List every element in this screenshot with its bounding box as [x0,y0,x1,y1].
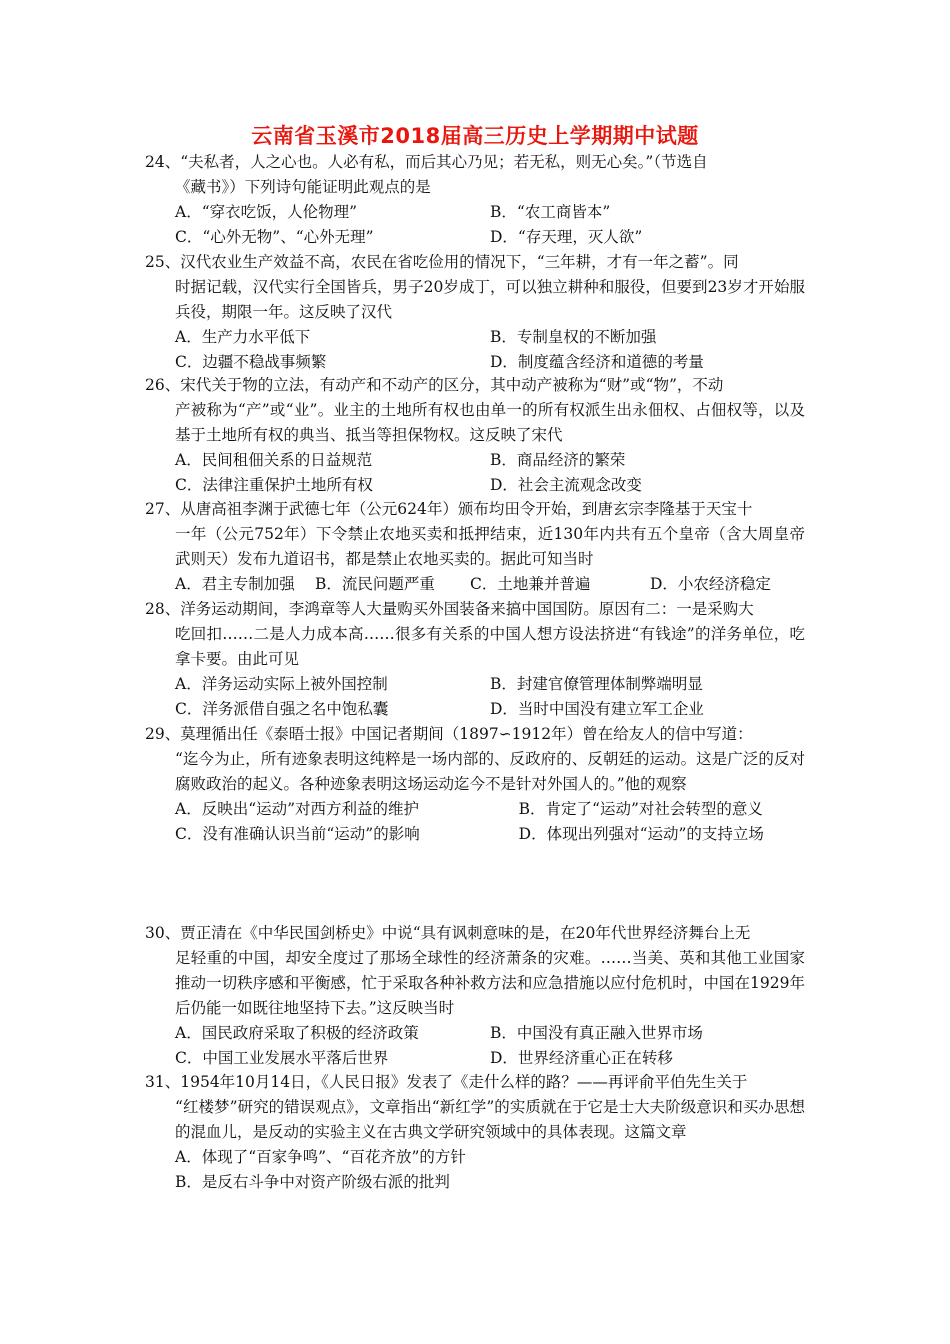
question-stem: 1954年10月14日，《人民日报》发表了《走什么样的路？——再评俞平伯先生关于 [180,1073,748,1091]
option-a[interactable]: A．洋务运动实际上被外国控制 [175,675,388,693]
option-a[interactable]: A．反映出“运动”对西方利益的维护 [175,800,420,818]
question-number: 30、 [145,924,181,942]
question-number: 27、 [145,500,181,518]
option-c[interactable]: C．边疆不稳战事频繁 [175,353,327,371]
question-stem-cont: “红楼梦”研究的错误观点》，文章指出“新红学”的实质就在于它是士大夫阶级意识和买办思想的混血儿，是反动的实验主义在古典文学研究领域中的具体表现。这篇文章 [175,1098,805,1141]
options [145,448,805,498]
options [145,1021,805,1071]
options [145,1145,805,1195]
options [145,572,805,597]
question-stem: “夫私者，人之心也。人必有私，而后其心乃见；若无私，则无心矣。”（节选自 [180,153,708,171]
option-d[interactable]: D．世界经济重心正在转移 [490,1049,673,1067]
question-stem-cont: “迄今为止，所有迹象表明这纯粹是一场内部的、反政府的、反朝廷的运动。这是广泛的反对腐败政治的起义。各种迹象表明这场运动迄今不是针对外国人的。”他的观察 [175,750,805,793]
question-stem: 从唐高祖李渊于武德七年（公元624年）颁布均田令开始，到唐玄宗李隆基于天宝十 [180,500,753,518]
option-d[interactable]: D．当时中国没有建立军工企业 [490,700,704,718]
options [145,200,805,250]
question-24 [145,150,805,250]
option-d[interactable]: D．制度蕴含经济和道德的考量 [490,353,704,371]
question-stem-cont: 《藏书》）下列诗句能证明此观点的是 [175,178,431,196]
option-b[interactable]: B．封建官僚管理体制弊端明显 [490,675,703,693]
question-stem: 莫理循出任《泰晤士报》中国记者期间（1897∽1912年）曾在给友人的信中写道： [180,725,753,743]
question-stem-cont: 吃回扣……二是人力成本高……很多有关系的中国人想方设法挤进“有钱途”的洋务单位，吃拿卡要。由此可见 [175,625,805,668]
option-b[interactable]: B．中国没有真正融入世界市场 [490,1024,703,1042]
option-b[interactable]: B．专制皇权的不断加强 [490,328,657,346]
question-stem: 贾正清在《中华民国剑桥史》中说“具有讽刺意味的是，在20年代世界经济舞台上无 [180,924,751,942]
question-stem-cont: 一年（公元752年）下令禁止农地买卖和抵押结束，近130年内共有五个皇帝（含大周皇帝武则天）发布九道诏书，都是禁止农地买卖的。据此可知当时 [175,525,805,568]
option-a[interactable]: A．君主专制加强 [175,575,295,593]
option-c[interactable]: C．法律注重保护土地所有权 [175,476,373,494]
question-stem-cont: 时据记载，汉代实行全国皆兵，男子20岁成丁，可以独立耕种和服役，但要到23岁才开始服兵役，期限一年。这反映了汉代 [175,278,805,321]
option-a[interactable]: A．体现了“百家争鸣”、“百花齐放”的方针 [175,1148,466,1166]
question-number: 29、 [145,725,181,743]
question-number: 28、 [145,600,181,618]
option-b[interactable]: B．是反右斗争中对资产阶级右派的批判 [175,1173,450,1191]
option-d[interactable]: D．“存天理，灭人欲” [490,228,643,246]
option-b[interactable]: B．“农工商皆本” [490,203,611,221]
page-title: 云南省玉溪市2018届高三历史上学期期中试题 [251,124,699,148]
option-a[interactable]: A．生产力水平低下 [175,328,311,346]
question-number: 31、 [145,1073,181,1091]
question-26 [145,373,805,498]
options [145,325,805,375]
question-stem: 汉代农业生产效益不高，农民在省吃俭用的情况下，“三年耕，才有一年之蓄”。同 [180,253,739,271]
option-a[interactable]: A．国民政府采取了积极的经济政策 [175,1024,419,1042]
question-30 [145,921,805,1071]
options [145,672,805,722]
question-stem-cont: 产被称为“产”或“业”。业主的土地所有权也由单一的所有权派生出永佃权、占佃权等，以及基于土地所有权的典当、抵当等担保物权。这反映了宋代 [175,401,805,444]
option-d[interactable]: D．体现出列强对“运动”的支持立场 [518,825,764,843]
question-28 [145,597,805,722]
option-a[interactable]: A．“穿衣吃饭，人伦物理” [175,203,358,221]
option-c[interactable]: C．洋务派借自强之名中饱私囊 [175,700,389,718]
question-number: 25、 [145,253,181,271]
option-d[interactable]: D．小农经济稳定 [650,575,771,593]
option-d[interactable]: D．社会主流观念改变 [490,476,642,494]
question-number: 26、 [145,376,181,394]
option-c[interactable]: C．没有准确认识当前“运动”的影响 [175,825,420,843]
question-stem-cont: 足轻重的中国，却安全度过了那场全球性的经济萧条的灾难。……当美、英和其他工业国家推动一切秩序感和平衡感，忙于采取各种补救方法和应急措施以应付危机时，中国在1929年后仍能一如既往地坚持下去。”这反映当时 [175,949,805,1017]
options [145,797,805,847]
option-b[interactable]: B．肯定了“运动”对社会转型的意义 [518,800,763,818]
option-c[interactable]: C．中国工业发展水平落后世界 [175,1049,389,1067]
option-a[interactable]: A．民间租佃关系的日益规范 [175,451,373,469]
question-number: 24、 [145,153,181,171]
question-27 [145,497,805,597]
question-stem: 宋代关于物的立法，有动产和不动产的区分，其中动产被称为“财”或“物”，不动 [180,376,724,394]
option-c[interactable]: C．土地兼并普遍 [470,575,591,593]
question-31 [145,1070,805,1195]
question-29 [145,722,805,847]
question-stem: 洋务运动期间，李鸿章等人大量购买外国装备来搞中国国防。原因有二：一是采购大 [180,600,754,618]
option-c[interactable]: C．“心外无物”、“心外无理” [175,228,374,246]
question-25 [145,250,805,375]
option-b[interactable]: B．流民问题严重 [315,575,435,593]
option-b[interactable]: B．商品经济的繁荣 [490,451,626,469]
